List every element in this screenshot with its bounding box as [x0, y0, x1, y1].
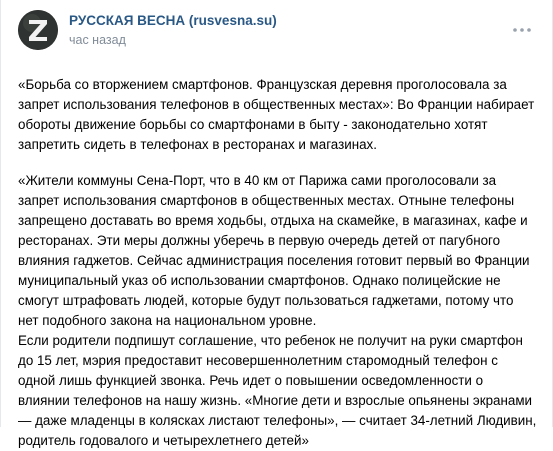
more-options-button[interactable]	[510, 22, 534, 38]
more-horizontal-icon	[513, 28, 531, 32]
paragraph-spacer	[18, 155, 538, 171]
author-name-link[interactable]: РУССКАЯ ВЕСНА (rusvesna.su)	[69, 13, 277, 28]
z-letter-icon	[18, 10, 58, 50]
post-paragraph-2: «Жители коммуны Сена-Порт, что в 40 км от Парижа сами проголосовали за запрет использования смартфонов в общественных местах. Отныне телефоны запрещено доставать во время ходьбы, отдыха на скамейке, в магазинах, кафе и ресторанах. Эти меры должны уберечь в первую очередь детей от пагубного влияния гаджетов. Сейчас администрация поселения готовит первый во Франции муниципальный указ об использовании смартфонов. Однако полицейские не смогут штрафовать людей, которые будут пользоваться гаджетами, потому что нет подобного закона на национальном уровне.	[18, 173, 530, 328]
post-text	[18, 75, 538, 451]
post-time-link[interactable]: час назад	[69, 33, 126, 47]
post-paragraph-1: «Борьба со вторжением смартфонов. Французская деревня проголосовала за запрет использования телефонов в общественных местах»: Во Франции набирает обороты движение борьбы со смартфонами в быту - законодательно хотят запретить сидеть в телефонах в ресторанах и магазинах.	[18, 77, 535, 152]
post-header	[1, 0, 553, 60]
avatar[interactable]	[18, 10, 58, 50]
post-paragraph-3: Если родители подпишут соглашение, что ребенок не получит на руки смартфон до 15 лет, мэрия предоставит несовершеннолетним старомодный телефон с одной лишь функцией звонка. Речь идет о повышении осведомленности о влиянии телефонов на нашу жизнь. «Многие дети и взрослые опьянены экранами — даже младенцы в колясках листают телефоны», — считает 34-летний Людивин, родитель годовалого и четырехлетнего детей»	[18, 333, 537, 448]
